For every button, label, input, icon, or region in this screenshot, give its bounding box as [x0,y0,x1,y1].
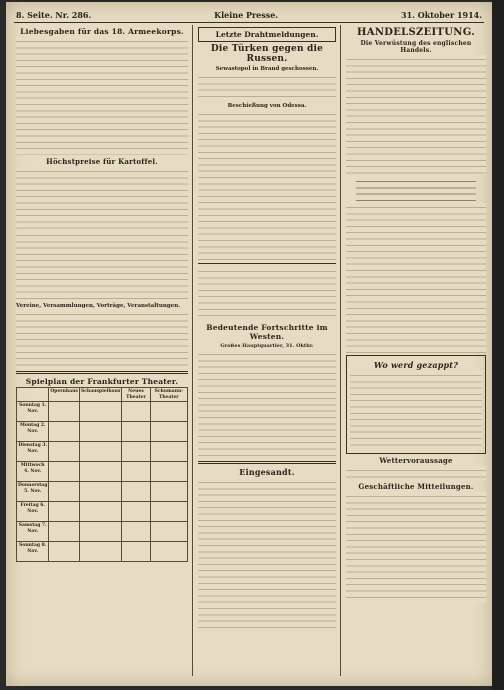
ad-body [350,371,482,449]
table-row [17,542,188,562]
page-number: 8. Seite. Nr. 286. [16,10,92,20]
header-rule [14,22,484,23]
table-row [17,482,188,502]
theater-title: Spielplan der Frankfurter Theater. [25,377,179,386]
article-body [198,73,336,101]
banner-drahtmeldungen: Letzte Drahtmeldungen. [198,27,336,42]
table-row [17,402,188,422]
column-divider [340,25,341,676]
table-header: Schumann-Theater [150,388,187,402]
article-body [346,492,486,602]
headline-wetter: Wettervoraussage [379,456,453,465]
subhead-handel: Die Verwüstung des englischen Handels. [360,40,472,54]
headline-geschaeftlich: Geschäftliche Mitteilungen. [358,482,474,491]
article-body [346,55,486,175]
table-row [17,522,188,542]
day-cell: Freitag 6. Nov. [17,502,49,522]
table-header: Neues Theater [122,388,150,402]
article-body [198,478,336,628]
headline-eingesandt: Eingesandt. [239,467,295,477]
table-header: Opernhaus [49,388,80,402]
day-cell: Dienstag 3. Nov. [17,442,49,462]
headline-fortschritte: Bedeutende Fortschritte im Westen. [206,323,328,341]
day-cell: Sonntag 8. Nov. [17,542,49,562]
headline-handelszeitung: HANDELSZEITUNG. [357,27,475,38]
article-body-kartoffel [16,167,188,229]
article-body [198,267,336,321]
article-body [198,110,336,260]
paper-name: Kleine Presse. [214,10,279,20]
headline-liebesgaben: Liebesgaben für das 18. Armeekorps. [20,27,184,36]
scan-edge [492,0,504,690]
headline-kartoffel: Höchstpreise für Kartoffel. [46,157,158,166]
column-3 [346,25,486,678]
subhead-odessa: Beschießung von Odessa. [227,103,307,109]
article-body-misc [16,231,188,301]
issue-date: 31. Oktober 1914. [401,10,482,20]
article-body [346,203,486,353]
day-cell: Mittwoch 4. Nov. [17,462,49,482]
headline-tuerken: Die Türken gegen die Russen. [210,44,324,64]
table-header: Schauspielhaus [79,388,121,402]
day-cell: Sonntag 1. Nov. [17,402,49,422]
table-corner [17,388,49,402]
page-header [16,8,482,22]
column-2 [198,25,336,678]
column-1 [16,25,188,678]
table-row [17,442,188,462]
theater-schedule-table [16,387,188,562]
newspaper-page [6,2,492,686]
day-cell: Montag 2. Nov. [17,422,49,442]
table-row [17,502,188,522]
divider [198,263,336,264]
divider [16,371,188,374]
table-row [17,462,188,482]
article-body [346,466,486,480]
article-body [198,350,336,458]
table-row [17,422,188,442]
subhead-hauptquartier: Großes Hauptquartier, 31. Oktbr. [220,343,314,349]
ad-headline: Wo werd gezappt? [373,360,459,370]
statistics-block [356,177,476,203]
headline-vereine: Vereine, Versammlungen, Vorträge, Veranstaltungen. [16,303,181,309]
advertisement [346,355,486,454]
article-body-vereine [16,310,188,368]
day-cell: Samstag 7. Nov. [17,522,49,542]
article-body-liebesgaben [16,37,188,155]
subhead-sewastopol: Sewastopol in Brand geschossen. [215,66,319,72]
day-cell: Donnerstag 5. Nov. [17,482,49,502]
column-divider [192,25,193,676]
divider [198,461,336,464]
